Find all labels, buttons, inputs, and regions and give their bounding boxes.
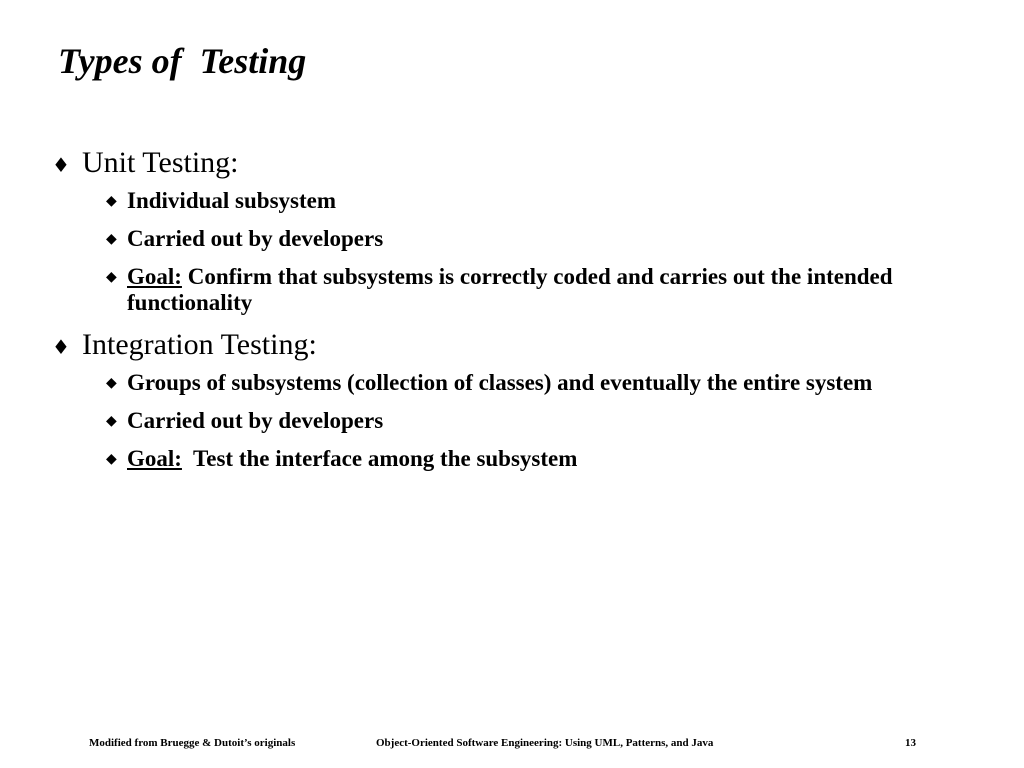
- list-item: [52, 226, 947, 252]
- list-item-text: Carried out by developers: [127, 226, 384, 251]
- list-item-text: Carried out by developers: [127, 408, 384, 433]
- page-number: 13: [905, 737, 916, 749]
- list-item: [52, 370, 947, 396]
- list-item-text: Individual subsystem: [127, 188, 336, 213]
- footer-credit: Modified from Bruegge & Dutoit’s originals: [89, 737, 296, 749]
- slide-title: Types of Testing: [58, 41, 307, 81]
- small-diamond-bullet-icon: ◆: [106, 231, 117, 247]
- integration-testing-list: [52, 370, 952, 472]
- small-diamond-bullet-icon: ◆: [106, 269, 117, 285]
- diamond-bullet-icon: ♦: [52, 153, 70, 177]
- list-item: [52, 264, 947, 316]
- diamond-bullet-icon: ♦: [52, 335, 70, 359]
- list-item: [52, 188, 947, 214]
- small-diamond-bullet-icon: ◆: [106, 451, 117, 467]
- small-diamond-bullet-icon: ◆: [106, 193, 117, 209]
- list-item: [52, 408, 947, 434]
- section-integration-testing: [52, 328, 952, 362]
- small-diamond-bullet-icon: ◆: [106, 375, 117, 391]
- slide-content: [52, 146, 952, 484]
- section-unit-testing: [52, 146, 952, 180]
- list-item: [52, 446, 947, 472]
- goal-label: Goal:: [127, 446, 182, 471]
- list-item-text: Test the interface among the subsystem: [181, 446, 578, 471]
- goal-label: Goal:: [127, 264, 182, 289]
- section-heading: Unit Testing:: [82, 146, 239, 179]
- footer-book-title: Object-Oriented Software Engineering: Using UML, Patterns, and Java: [376, 737, 714, 749]
- unit-testing-list: [52, 188, 952, 316]
- small-diamond-bullet-icon: ◆: [106, 413, 117, 429]
- list-item-text: Groups of subsystems (collection of classes) and eventually the entire system: [127, 370, 873, 395]
- section-heading: Integration Testing:: [82, 328, 317, 361]
- list-item-text: Confirm that subsystems is correctly coded and carries out the intended functionality: [127, 264, 899, 315]
